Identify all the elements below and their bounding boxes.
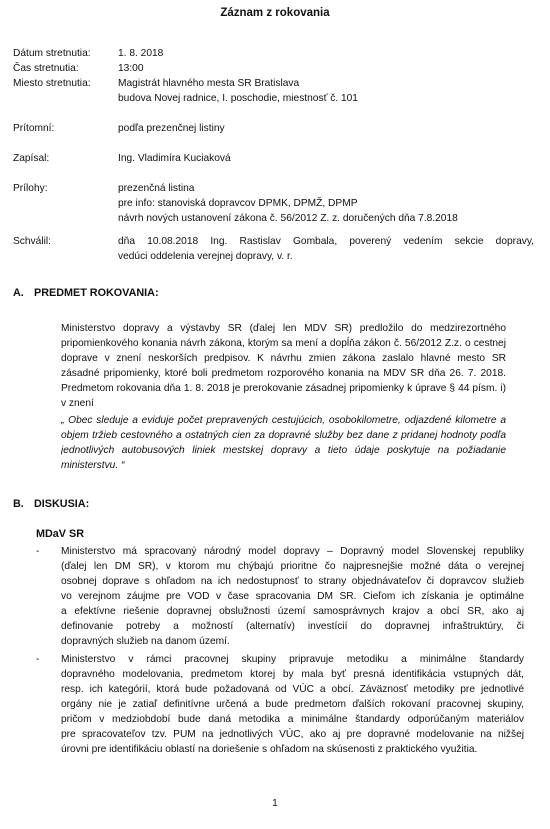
bullet-line: vo verejnom záujme pre VOD v čase spracovania DM SR. Cieľom ich získania je optimálne <box>61 591 524 602</box>
bullet-line: (ďalej len DM SR), v ktorom mu chýbajú prioritne čo najpresnejšie možné dáta o verejnej <box>61 561 524 572</box>
bullet-line: dopravného modelovania, predmetom ktorej by mala byť presná identifikácia vstupných dát, <box>61 669 524 680</box>
meta-present-label: Prítomní: <box>13 123 55 134</box>
paragraph-line: zásadné pripomienky, ktoré boli predmetom rozporového konania na MDV SR dňa 26. 7. 2018. <box>61 368 506 379</box>
meta-time-label: Čas stretnutia: <box>13 63 79 74</box>
meta-attachments-label: Prílohy: <box>13 183 48 194</box>
bullet-line: Ministerstvo v rámci pracovnej skupiny pripravuje metodiku a minimálne štandardy <box>61 654 524 665</box>
bullet-line: orgány nie je zatiaľ definitívne určená a bude predmetom ďalších rokovaní pracovnej skupiny, <box>61 699 524 710</box>
meta-approved-value <box>118 234 534 264</box>
section-b-subheading: MDaV SR <box>36 528 84 540</box>
quote-line: ministerstvu. “ <box>61 460 125 471</box>
bullet-dash: - <box>36 654 40 665</box>
bullet-line: dopravných služieb na danom území. <box>61 636 230 647</box>
bullet-line: resp. ich kategórií, ktorá bude požadovaná od VÚC a obcí. Záväznosť metodiky pre jednotlivé <box>61 684 524 695</box>
section-a-heading <box>13 286 159 301</box>
page-number: 1 <box>272 798 278 809</box>
section-a-number: A. <box>13 287 24 299</box>
bullet-line: pričom v medziobdobí bude daná metodika a minimálne štandardy odporúčaným materiálov <box>61 714 524 725</box>
meta-time-value: 13:00 <box>118 63 144 74</box>
quote-line: jednotlivých autobusových liniek mestskej dopravy a tieto údaje poskytuje na požiadanie <box>61 445 506 456</box>
meta-attachment-line: prezenčná listina <box>118 183 195 194</box>
meta-attachment-line: návrh nových ustanovení zákona č. 56/2012 Z. z. doručených dňa 7.8.2018 <box>118 213 458 224</box>
section-b-title: DISKUSIA: <box>34 498 90 510</box>
bullet-line: osobnej doprave s ohľadom na ich nedostupnosť to strany objednávateľov či dopravcov služieb <box>61 576 524 587</box>
meta-approved-line: vedúci oddelenia verejnej dopravy, v. r. <box>118 251 293 262</box>
section-a-title: PREDMET ROKOVANIA: <box>34 287 159 299</box>
paragraph-line: Predmetom rokovania dňa 1. 8. 2018 je prerokovanie zásadnej pripomienky k úprave § 44 písm. i) <box>61 383 506 394</box>
section-a-paragraph <box>61 321 506 411</box>
meta-recorded-label: Zapísal: <box>13 153 50 164</box>
bullet-line: pre spracovateľov tzv. PUM na jednotlivých VÚC, ako aj pre dopravné modelovanie na nižšej <box>61 729 524 740</box>
meta-approved-label: Schválil: <box>13 236 51 247</box>
bullet-line: úrovni pre identifikáciu oblastí na doriešenie s ohľadom na skúsenosti z praktického využitia. <box>61 744 478 755</box>
meta-place-value <box>118 76 534 106</box>
bullet-dash: - <box>36 546 40 557</box>
meta-attachments-value <box>118 181 534 226</box>
meta-place-label: Miesto stretnutia: <box>13 78 91 89</box>
paragraph-line: Ministerstvo dopravy a výstavby SR (ďalej len MDV SR) predložilo do medzirezortného <box>61 323 506 334</box>
quote-line: objem tržieb cestovného a ostatných cien za dopravné služby bez dane z pridanej hodnoty podľa <box>61 430 506 441</box>
paragraph-line: v znení <box>61 398 94 409</box>
meta-recorded-value: Ing. Vladimíra Kuciaková <box>118 153 231 164</box>
bullet-line: Ministerstvo má spracovaný národný model dopravy – Dopravný model Slovenskej republiky <box>61 546 524 557</box>
bullet-line: a efektívne riešenie dopravnej obslužnosti území samosprávnych krajov a obcí SR, ako aj <box>61 606 524 617</box>
paragraph-line: pripomienkového konania návrh zákona, ktorým sa mení a dopĺňa zákon č. 56/2012 Z.z. o cestnej <box>61 338 506 349</box>
quote-line: „ Obec sleduje a eviduje počet prepravených cestujúcich, osobokilometre, odjazdené kilometre a <box>61 415 506 426</box>
meta-present-value: podľa prezenčnej listiny <box>118 123 225 134</box>
bullet-body <box>61 652 524 757</box>
meta-approved-line: dňa 10.08.2018 Ing. Rastislav Gombala, poverený vedením sekcie dopravy, <box>118 236 534 247</box>
document-title: Záznam z rokovania <box>220 7 330 19</box>
meta-date-value: 1. 8. 2018 <box>118 48 164 59</box>
paragraph-line: doprave v znení neskorších predpisov. K návrhu zmien zákona zaslalo hlavné mesto SR <box>61 353 506 364</box>
meta-place-line: budova Novej radnice, I. poschodie, miestnosť č. 101 <box>118 93 358 104</box>
section-b-number: B. <box>13 498 24 510</box>
section-a-quote <box>61 413 506 473</box>
meta-attachment-line: pre info: stanoviská dopravcov DPMK, DPMŽ, DPMP <box>118 198 358 209</box>
section-b-heading <box>13 497 89 512</box>
meta-place-line: Magistrát hlavného mesta SR Bratislava <box>118 78 300 89</box>
bullet-line: definovanie potreby a možností (alternatív) investícií do dopravnej infraštruktúry, či <box>61 621 524 632</box>
meta-date-label: Dátum stretnutia: <box>13 48 91 59</box>
bullet-body <box>61 544 524 649</box>
